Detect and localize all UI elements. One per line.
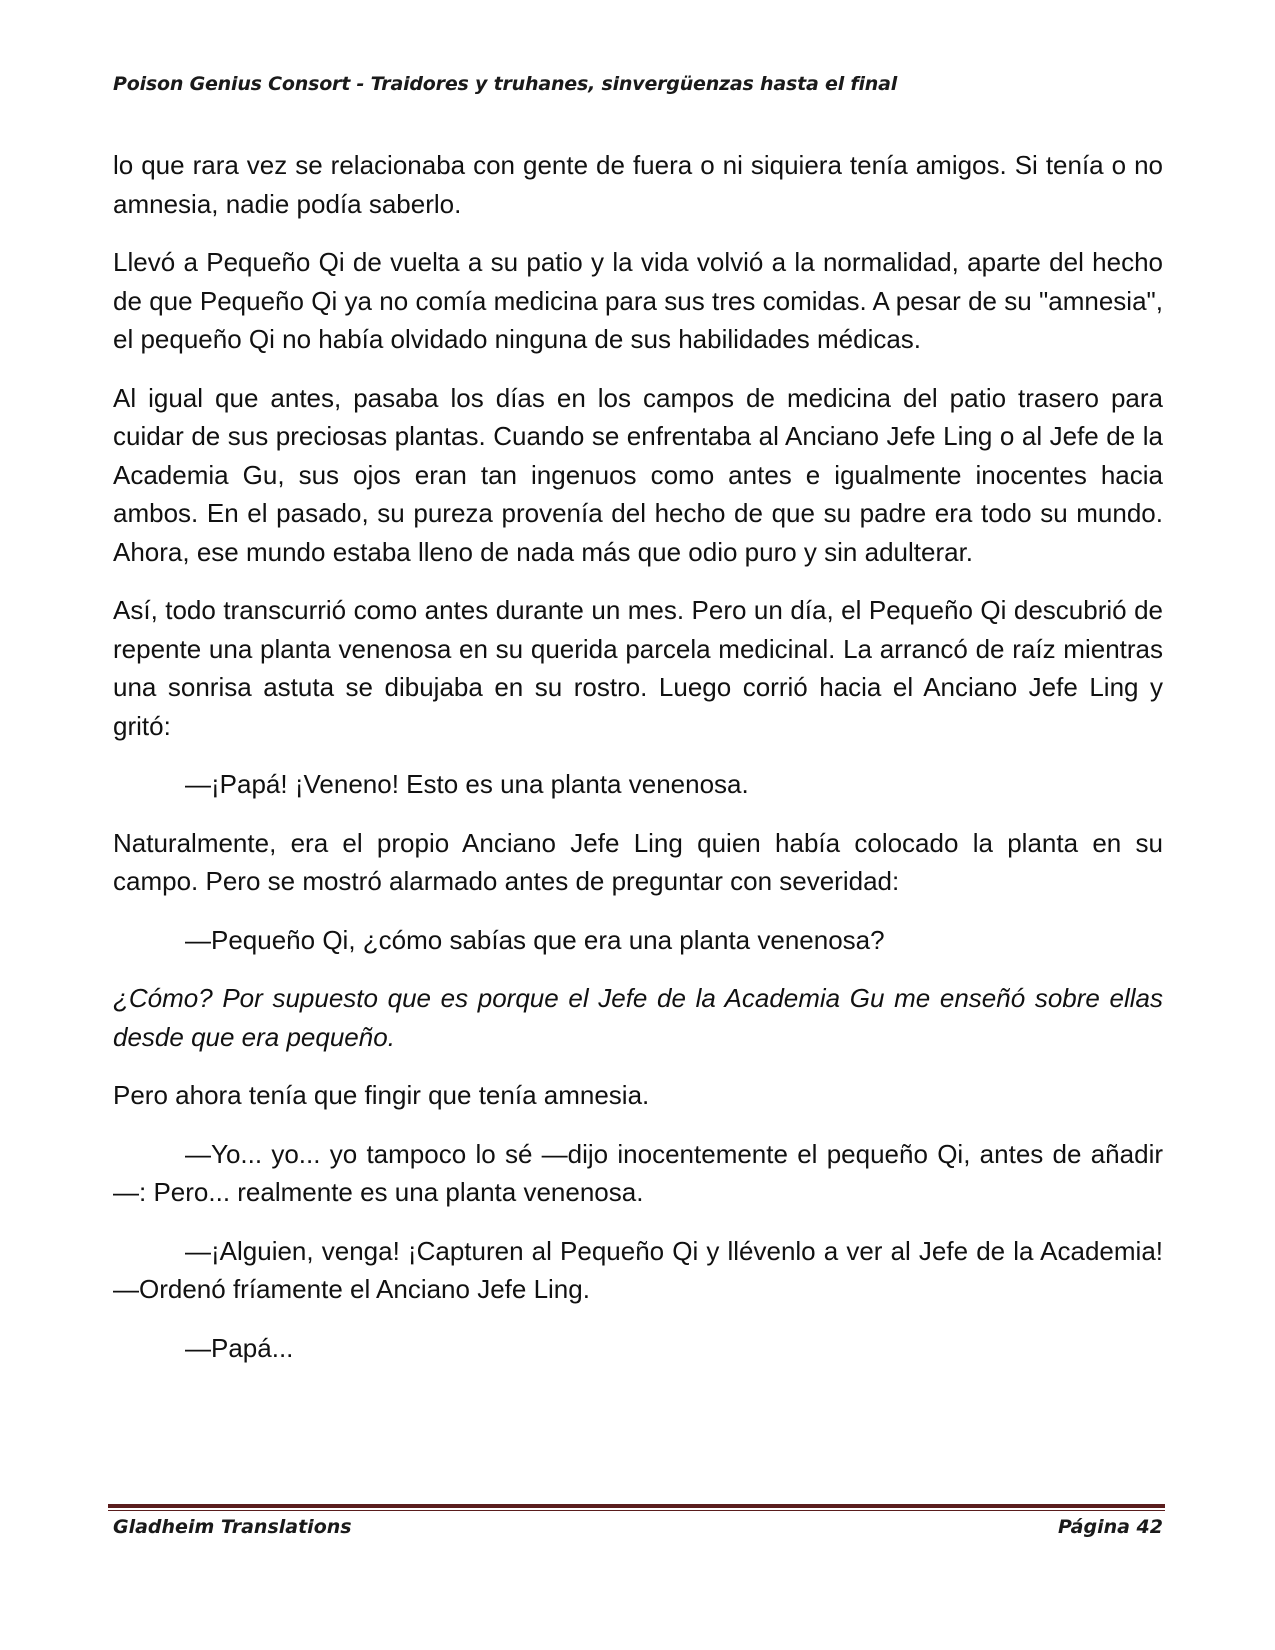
paragraph-11: —¡Alguien, venga! ¡Capturen al Pequeño Qi y llévenlo a ver al Jefe de la Academia! —Ordenó fríamente el Anciano Jefe Ling. xyxy=(113,1235,1163,1304)
paragraph-10: —Yo... yo... yo tampoco lo sé —dijo inocentemente el pequeño Qi, antes de añadir—: Pero... realmente es una planta venenosa. xyxy=(113,1138,1163,1207)
paragraph-7: —Pequeño Qi, ¿cómo sabías que era una planta venenosa? xyxy=(185,924,885,955)
running-footer xyxy=(113,1516,1163,1538)
footer-rule-thin xyxy=(108,1510,1165,1511)
running-header: Poison Genius Consort - Traidores y truhanes, sinvergüenzas hasta el final xyxy=(113,73,898,95)
page-number: Página 42 xyxy=(1057,1516,1163,1538)
paragraph-4: Así, todo transcurrió como antes durante un mes. Pero un día, el Pequeño Qi descubrió de repente una planta venenosa en su querida parcela medicinal. La arrancó de raíz mientras una sonrisa astuta se dibujaba en su rostro. Luego corrió hacia el Anciano Jefe Ling y gritó: xyxy=(113,595,1163,741)
paragraph-3: Al igual que antes, pasaba los días en los campos de medicina del patio trasero para cuidar de sus preciosas plantas. Cuando se enfrentaba al Anciano Jefe Ling o al Jefe de la Academia Gu, sus ojos eran tan ingenuos como antes e igualmente inocentes hacia ambos. En el pasado, su pureza provenía del hecho de que su padre era todo su mundo. Ahora, ese mundo estaba lleno de nada más que odio puro y sin adulterar. xyxy=(113,382,1163,567)
footer-publisher: Gladheim Translations xyxy=(113,1516,352,1538)
paragraph-9: Pero ahora tenía que fingir que tenía amnesia. xyxy=(113,1080,650,1110)
footer-rule xyxy=(108,1504,1165,1512)
paragraph-6: Naturalmente, era el propio Anciano Jefe Ling quien había colocado la planta en su campo. Pero se mostró alarmado antes de preguntar con severidad: xyxy=(113,827,1163,896)
paragraph-12: —Papá... xyxy=(185,1332,294,1363)
paragraph-2: Llevó a Pequeño Qi de vuelta a su patio y la vida volvió a la normalidad, aparte del hecho de que Pequeño Qi ya no comía medicina para sus tres comidas. A pesar de su "amnesia", el pequeño Qi no había olvidado ninguna de sus habilidades médicas. xyxy=(113,247,1163,354)
footer-rule-thick xyxy=(108,1504,1165,1508)
body-text xyxy=(113,146,1163,1387)
paragraph-8: ¿Cómo? Por supuesto que es porque el Jefe de la Academia Gu me enseñó sobre ellas desde que era pequeño. xyxy=(113,983,1163,1052)
paragraph-1: lo que rara vez se relacionaba con gente de fuera o ni siquiera tenía amigos. Si tenía o no amnesia, nadie podía saberlo. xyxy=(113,150,1163,219)
paragraph-5: —¡Papá! ¡Veneno! Esto es una planta venenosa. xyxy=(185,769,749,799)
